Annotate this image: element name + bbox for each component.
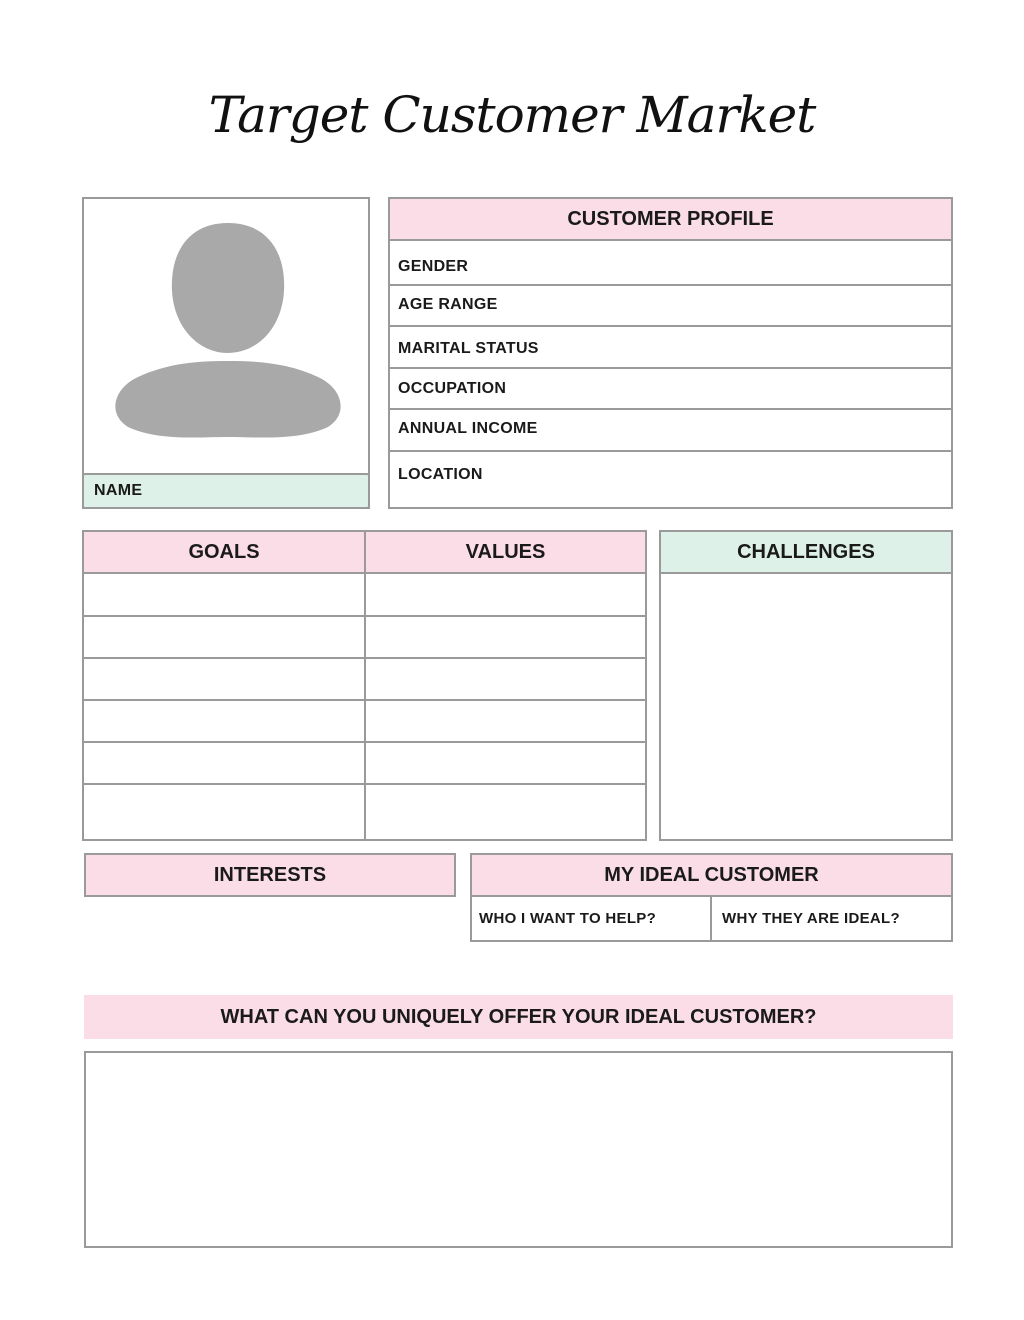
profile-divider bbox=[390, 408, 951, 410]
marital-status-field[interactable]: MARITAL STATUS bbox=[398, 340, 539, 357]
table-row-line bbox=[84, 699, 645, 701]
ideal-customer-header: MY IDEAL CUSTOMER bbox=[470, 853, 953, 897]
table-row-line bbox=[84, 615, 645, 617]
interests-header: INTERESTS bbox=[84, 853, 456, 897]
column-divider bbox=[710, 896, 712, 942]
why-they-are-ideal-field[interactable]: WHY THEY ARE IDEAL? bbox=[722, 910, 900, 927]
location-field[interactable]: LOCATION bbox=[398, 466, 483, 483]
unique-offer-header: WHAT CAN YOU UNIQUELY OFFER YOUR IDEAL CUSTOMER? bbox=[84, 995, 953, 1039]
name-label: NAME bbox=[94, 482, 143, 499]
table-row-line bbox=[84, 741, 645, 743]
challenges-header: CHALLENGES bbox=[659, 530, 953, 574]
column-divider bbox=[364, 530, 366, 841]
name-field[interactable] bbox=[82, 473, 370, 509]
page-title: Target Customer Market bbox=[208, 86, 816, 144]
customer-profile-header: CUSTOMER PROFILE bbox=[388, 197, 953, 241]
values-header: VALUES bbox=[364, 530, 647, 574]
age-range-field[interactable]: AGE RANGE bbox=[398, 296, 498, 313]
avatar-placeholder-icon bbox=[108, 219, 348, 449]
challenges-box[interactable] bbox=[659, 530, 953, 841]
unique-offer-box[interactable] bbox=[84, 1051, 953, 1248]
profile-divider bbox=[390, 284, 951, 286]
photo-box[interactable] bbox=[82, 197, 370, 509]
profile-divider bbox=[390, 367, 951, 369]
profile-divider bbox=[390, 450, 951, 452]
profile-divider bbox=[390, 325, 951, 327]
table-row-line bbox=[84, 657, 645, 659]
occupation-field[interactable]: OCCUPATION bbox=[398, 380, 507, 397]
goals-header: GOALS bbox=[82, 530, 366, 574]
table-row-line bbox=[84, 783, 645, 785]
gender-field[interactable]: GENDER bbox=[398, 258, 469, 275]
who-i-want-to-help-field[interactable]: WHO I WANT TO HELP? bbox=[479, 910, 657, 927]
annual-income-field[interactable]: ANNUAL INCOME bbox=[398, 420, 538, 437]
